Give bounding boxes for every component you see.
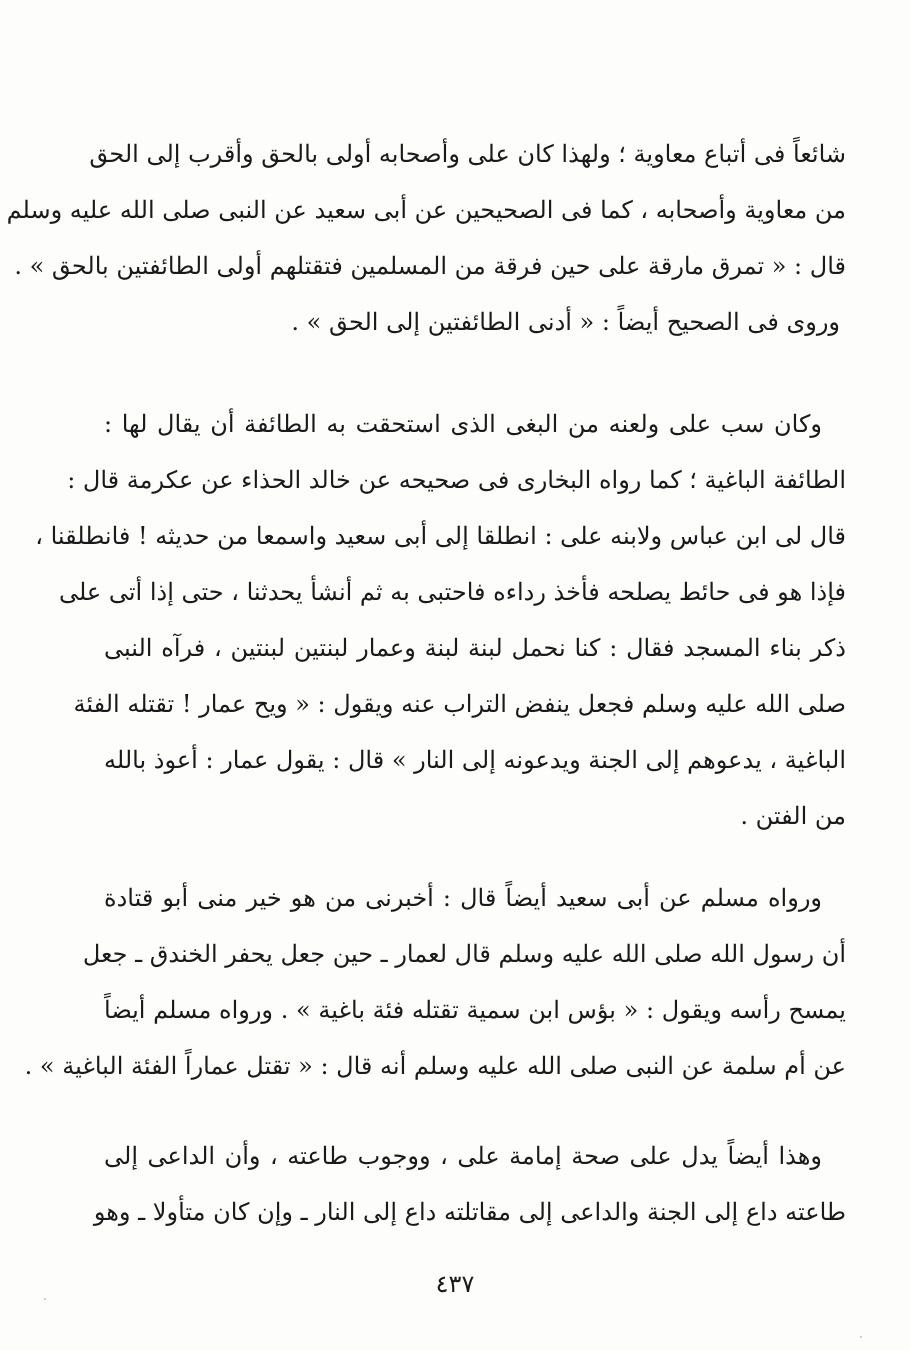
page-number: ٤٣٧ bbox=[435, 1270, 475, 1298]
text-line: وهذا أيضاً يدل على صحة إمامة على ، ووجوب طاعته ، وأن الداعى إلى bbox=[104, 1142, 822, 1170]
text-line: من معاوية وأصحابه ، كما فى الصحيحين عن أبى سعيد عن النبى صلى الله عليه وسلم bbox=[6, 196, 846, 224]
text-line: وكان سب على ولعنه من البغى الذى استحقت به الطائفة أن يقال لها : bbox=[104, 410, 822, 438]
scan-speck bbox=[44, 1298, 46, 1300]
text-line: الطائفة الباغية ؛ كما رواه البخارى فى صحيحه عن خالد الحذاء عن عكرمة قال : bbox=[67, 466, 846, 494]
text-line: من الفتن . bbox=[740, 802, 846, 830]
text-line: ورواه مسلم عن أبى سعيد أيضاً قال : أخبرنى من هو خير منى أبو قتادة bbox=[104, 884, 822, 912]
paragraph-1 bbox=[6, 126, 846, 350]
text-line: وروى فى الصحيح أيضاً : « أدنى الطائفتين إلى الحق » . bbox=[291, 308, 840, 336]
paragraph-2 bbox=[35, 396, 846, 844]
text-line: عن أم سلمة عن النبى صلى الله عليه وسلم أنه قال : « تقتل عماراً الفئة الباغية » . bbox=[24, 1052, 846, 1080]
text-line: ذكر بناء المسجد فقال : كنا نحمل لبنة لبنة وعمار لبنتين لبنتين ، فرآه النبى bbox=[104, 634, 846, 662]
paragraph-3 bbox=[24, 870, 846, 1094]
text-line: يمسح رأسه ويقول : « بؤس ابن سمية تقتله فئة باغية » . ورواه مسلم أيضاً bbox=[104, 996, 846, 1024]
paragraph-4 bbox=[93, 1128, 846, 1240]
text-line: شائعاً فى أتباع معاوية ؛ ولهذا كان على وأصحابه أولى بالحق وأقرب إلى الحق bbox=[89, 140, 846, 168]
text-line: فإذا هو فى حائط يصلحه فأخذ رداءه فاحتبى به ثم أنشأ يحدثنا ، حتى إذا أتى على bbox=[58, 578, 846, 606]
text-line: قال لى ابن عباس ولابنه على : انطلقا إلى أبى سعيد واسمعا من حديثه ! فانطلقنا ، bbox=[35, 522, 846, 550]
scan-speck bbox=[860, 1336, 862, 1338]
text-line: صلى الله عليه وسلم فجعل ينفض التراب عنه ويقول : « ويح عمار ! تقتله الفئة bbox=[73, 690, 846, 718]
text-line: طاعته داع إلى الجنة والداعى إلى مقاتلته داع إلى النار ـ وإن كان متأولا ـ وهو bbox=[93, 1198, 846, 1226]
text-line: قال : « تمرق مارقة على حين فرقة من المسلمين فتقتلهم أولى الطائفتين بالحق » . bbox=[14, 252, 846, 280]
text-line: أن رسول الله صلى الله عليه وسلم قال لعمار ـ حين جعل يحفر الخندق ـ جعل bbox=[82, 940, 846, 968]
text-line: الباغية ، يدعوهم إلى الجنة ويدعونه إلى النار » قال : يقول عمار : أعوذ بالله bbox=[104, 746, 846, 774]
